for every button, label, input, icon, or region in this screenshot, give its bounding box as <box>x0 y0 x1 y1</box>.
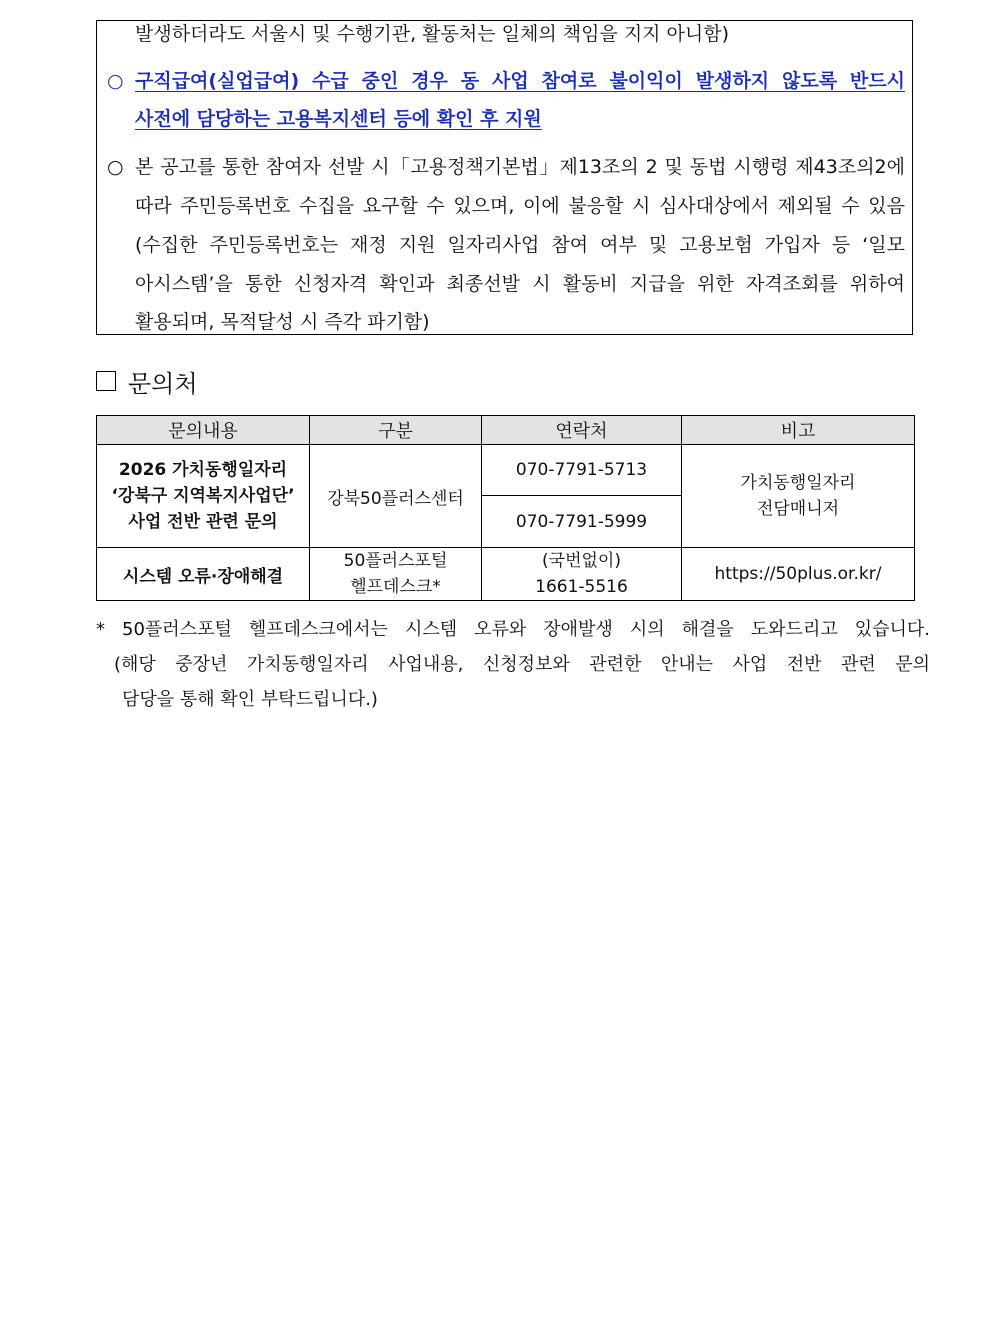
privacy-line-2: 따라 주민등록번호 수집을 요구할 수 있으며, 이에 불응할 시 심사대상에서 제외될 수 있음 <box>135 195 905 217</box>
footnote-line-1: * 50플러스포털 헬프데스크에서는 시스템 오류와 장애발생 시의 해결을 도와드리고 있습니다. <box>96 619 930 640</box>
inquiry-content-cell <box>97 445 310 548</box>
cell-line: 2026 가치동행일자리 <box>118 460 288 480</box>
website-link[interactable]: https://50plus.or.kr/ <box>682 548 915 601</box>
cell-line: 사업 전반 관련 문의 <box>128 512 278 532</box>
privacy-line-3: (수집한 주민등록번호는 재정 지원 일자리사업 참여 여부 및 고용보험 가입자 등 ‘일모 <box>135 234 905 256</box>
table-header-row <box>97 416 915 445</box>
category-cell <box>310 548 482 601</box>
cell-line: 헬프데스크* <box>350 577 441 597</box>
table-row <box>97 548 915 601</box>
privacy-line-5: 활용되며, 목적달성 시 즉각 파기함) <box>135 311 430 333</box>
cell-line: 가치동행일자리 <box>740 473 856 493</box>
cell-line: ‘강북구 지역복지사업단’ <box>111 486 295 506</box>
header-cell: 연락처 <box>482 416 682 445</box>
contact-table <box>96 415 915 601</box>
category-cell: 강북50플러스센터 <box>310 445 482 548</box>
privacy-line-4: 아시스템’을 통한 신청자격 확인과 최종선발 시 활동비 지급을 위한 자격조회를 위하여 <box>135 273 905 295</box>
phone-cell <box>482 548 682 601</box>
bullet-circle-icon: ○ <box>107 70 124 92</box>
cell-line: 전담매니저 <box>756 499 840 519</box>
privacy-line-1: 본 공고를 통한 참여자 선발 시「고용정책기본법」제13조의 2 및 동법 시행령 제43조의2에 <box>135 156 905 178</box>
inquiry-content-cell: 시스템 오류·장애해결 <box>97 548 310 601</box>
cell-line: 50플러스포털 <box>343 551 448 571</box>
cell-line: 1661-5516 <box>535 577 628 597</box>
phone-cell: 070-7791-5713 <box>482 445 682 496</box>
header-cell: 문의내용 <box>97 416 310 445</box>
important-notice-line-2: 사전에 담당하는 고용복지센터 등에 확인 후 지원 <box>135 108 542 130</box>
important-notice-line-1: 구직급여(실업급여) 수급 중인 경우 동 사업 참여로 불이익이 발생하지 않도록 반드시 <box>135 70 905 92</box>
section-heading <box>96 366 198 396</box>
section-title: 문의처 <box>128 369 198 398</box>
notice-box <box>96 20 913 335</box>
bullet-circle-icon: ○ <box>107 156 124 178</box>
table-row <box>97 445 915 496</box>
header-cell: 구분 <box>310 416 482 445</box>
cell-line: (국번없이) <box>542 551 621 571</box>
phone-cell: 070-7791-5999 <box>482 496 682 548</box>
footnote-line-2: (해당 중장년 가치동행일자리 사업내용, 신청정보와 관련한 안내는 사업 전반 관련 문의 <box>114 654 930 675</box>
notice-continued-line: 발생하더라도 서울시 및 수행기관, 활동처는 일체의 책임을 지지 아니함) <box>135 23 730 45</box>
footnote-line-3: 담당을 통해 확인 부탁드립니다.) <box>122 689 378 710</box>
header-cell: 비고 <box>682 416 915 445</box>
square-bullet-icon <box>96 371 116 391</box>
note-cell <box>682 445 915 548</box>
